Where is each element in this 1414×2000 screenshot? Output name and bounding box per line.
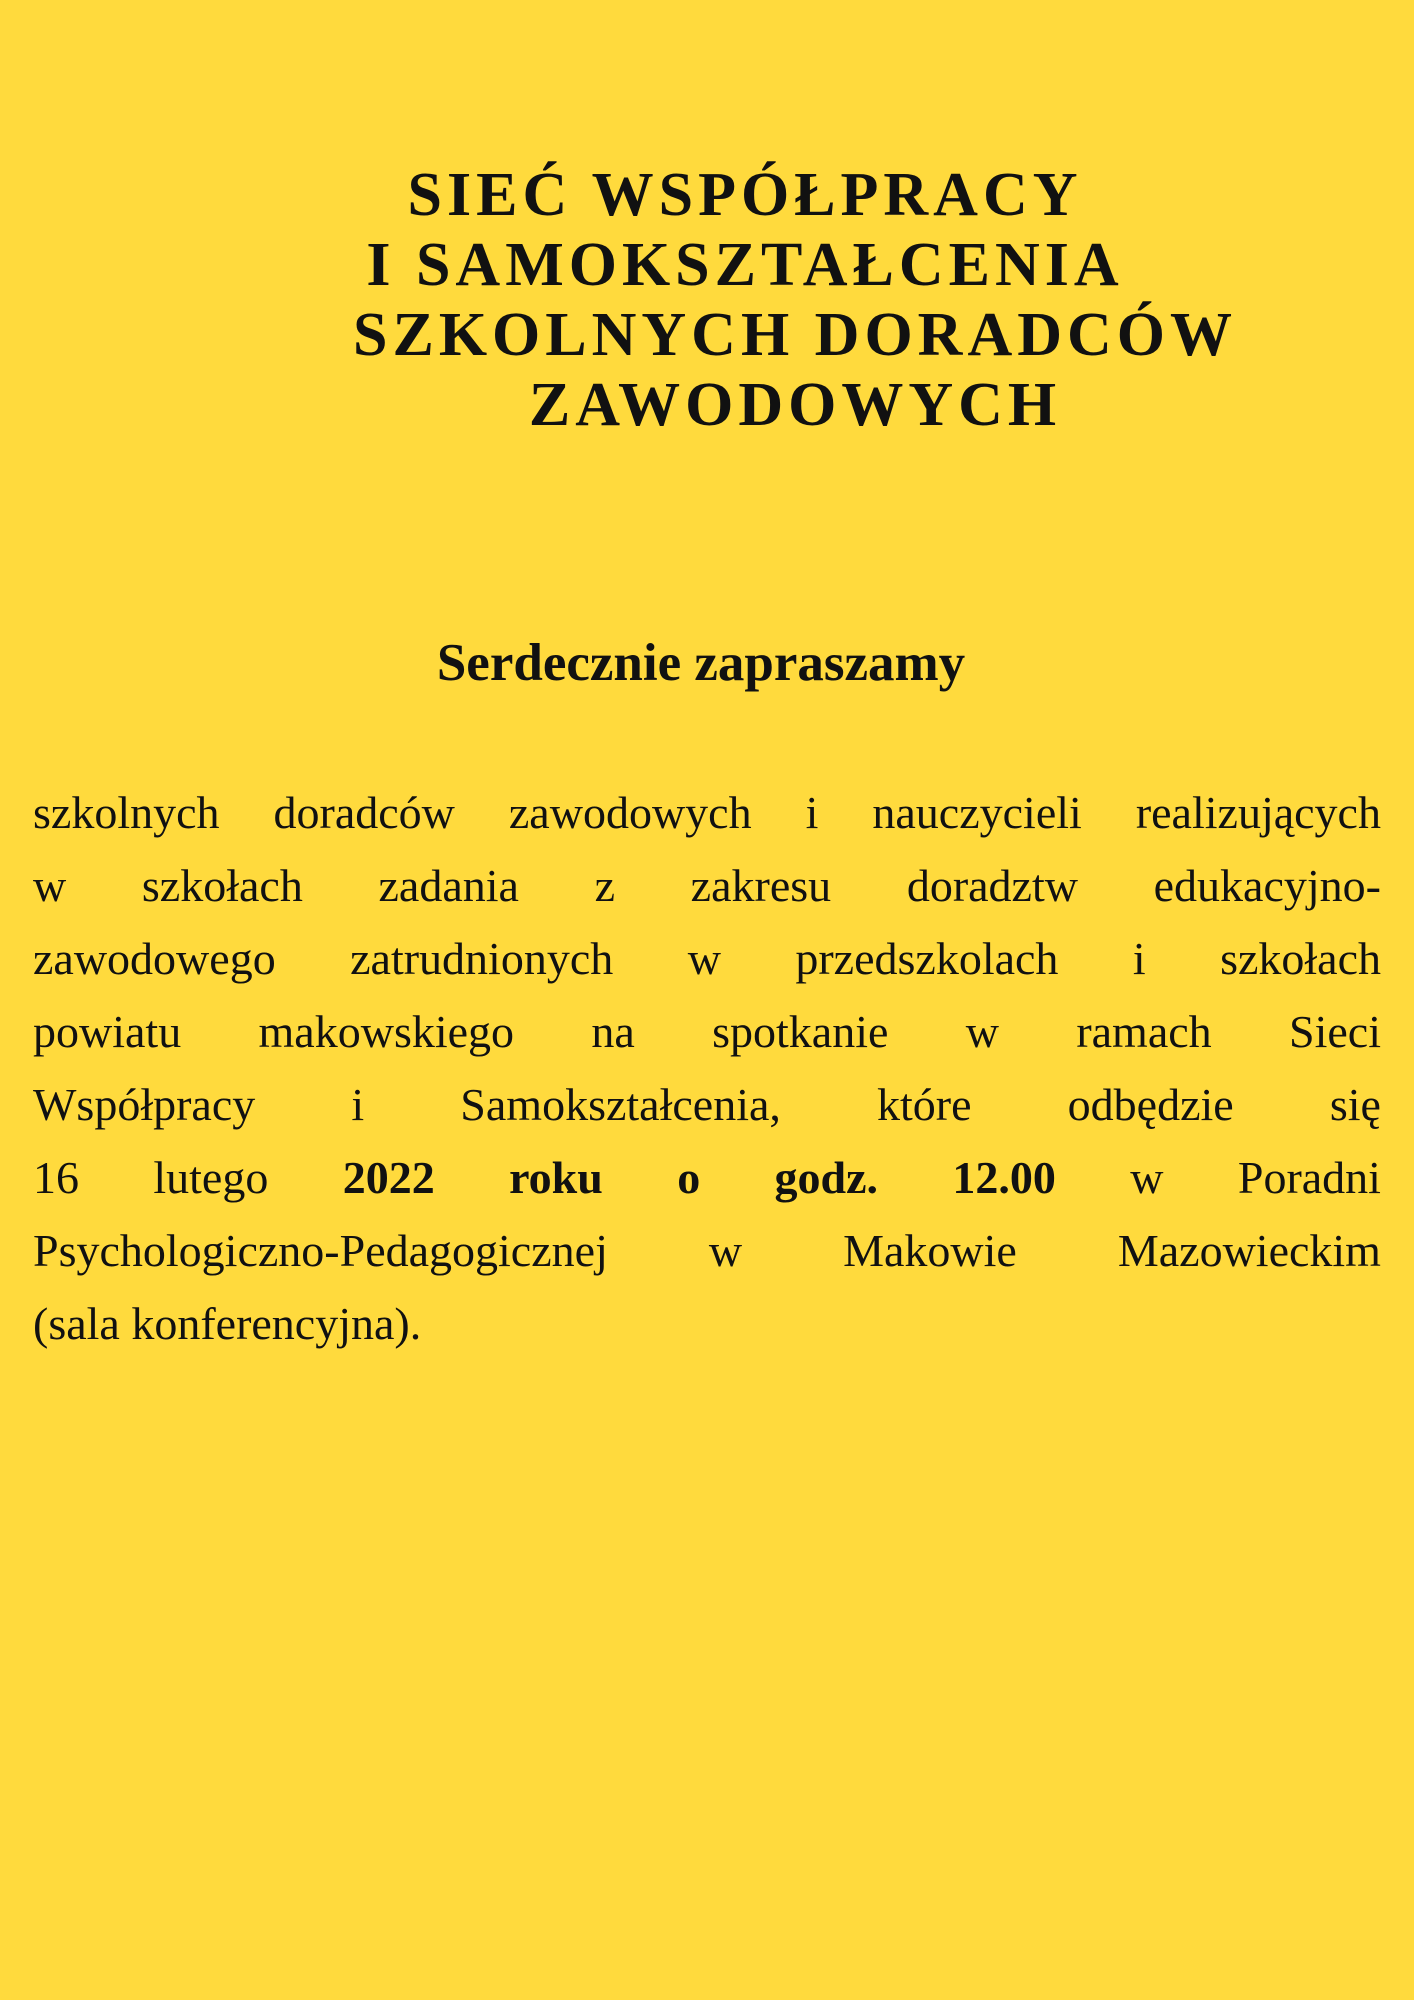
body-word: które [877,1079,972,1130]
body-line-8 [33,1287,1381,1360]
page-title [0,160,1414,440]
body-word: szkołach [141,860,303,911]
body-word: w [33,860,67,911]
body-line-6 [33,1141,1381,1214]
body-word: z [594,860,616,911]
body-line-7 [33,1214,1381,1287]
title-line-3: SZKOLNYCH DORADCÓW [352,301,1237,369]
body-word: zadania [378,860,519,911]
body-word: Psychologiczno-Pedagogicznej [33,1225,608,1276]
body-word: spotkanie [712,1006,889,1057]
body-word: zakresu [690,860,832,911]
title-line-2: I SAMOKSZTAŁCENIA [366,231,1124,299]
body-word: Mazowieckim [1117,1225,1381,1276]
title-line-1: SIEĆ WSPÓŁPRACY [407,161,1083,229]
body-word: ramach [1076,1006,1212,1057]
body-line-3 [33,922,1381,995]
event-location-note: (sala konferencyjna). [33,1298,422,1349]
body-word: zawodowych [508,787,752,838]
body-word: szkołach [1220,933,1381,984]
body-line-2 [33,849,1381,922]
body-word: w [965,1006,999,1057]
body-word: Poradni [1237,1152,1381,1203]
body-word: w [1130,1152,1164,1203]
body-word: godz. [774,1152,879,1203]
body-line-1 [33,776,1381,849]
body-word: zatrudnionych [350,933,614,984]
body-word: w [687,933,721,984]
body-word: i [805,787,819,838]
body-word: w [708,1225,743,1276]
body-word: i [1132,933,1146,984]
body-word: na [591,1006,635,1057]
body-word: przedszkolach [795,933,1059,984]
body-word: zawodowego [33,933,276,984]
invitation-heading-text: Serdecznie zapraszamy [436,634,966,692]
event-time: 12.00 [952,1152,1056,1203]
body-line-4 [33,995,1381,1068]
body-word: Makowie [843,1225,1017,1276]
body-word: Samokształcenia, [460,1079,781,1130]
body-word: makowskiego [258,1006,515,1057]
body-line-5 [33,1068,1381,1141]
body-word: się [1329,1079,1381,1130]
invitation-heading [0,628,1414,698]
body-word: edukacyjno- [1153,860,1381,911]
event-month: lutego [153,1152,269,1203]
body-word: Współpracy [33,1079,256,1130]
event-day: 16 [33,1152,79,1203]
body-word: powiatu [33,1006,182,1057]
body-word: o [677,1152,701,1203]
body-word: realizujących [1135,787,1381,838]
title-line-4: ZAWODOWYCH [528,371,1062,439]
body-word: i [351,1079,365,1130]
body-word: odbędzie [1067,1079,1234,1130]
body-word: doradztw [906,860,1078,911]
body-word: doradców [273,787,455,838]
event-year: 2022 [342,1152,435,1203]
body-word: nauczycieli [872,787,1082,838]
invitation-body [33,776,1381,1360]
body-word: szkolnych [33,787,220,838]
body-word: roku [509,1152,603,1203]
body-word: Sieci [1289,1006,1381,1057]
